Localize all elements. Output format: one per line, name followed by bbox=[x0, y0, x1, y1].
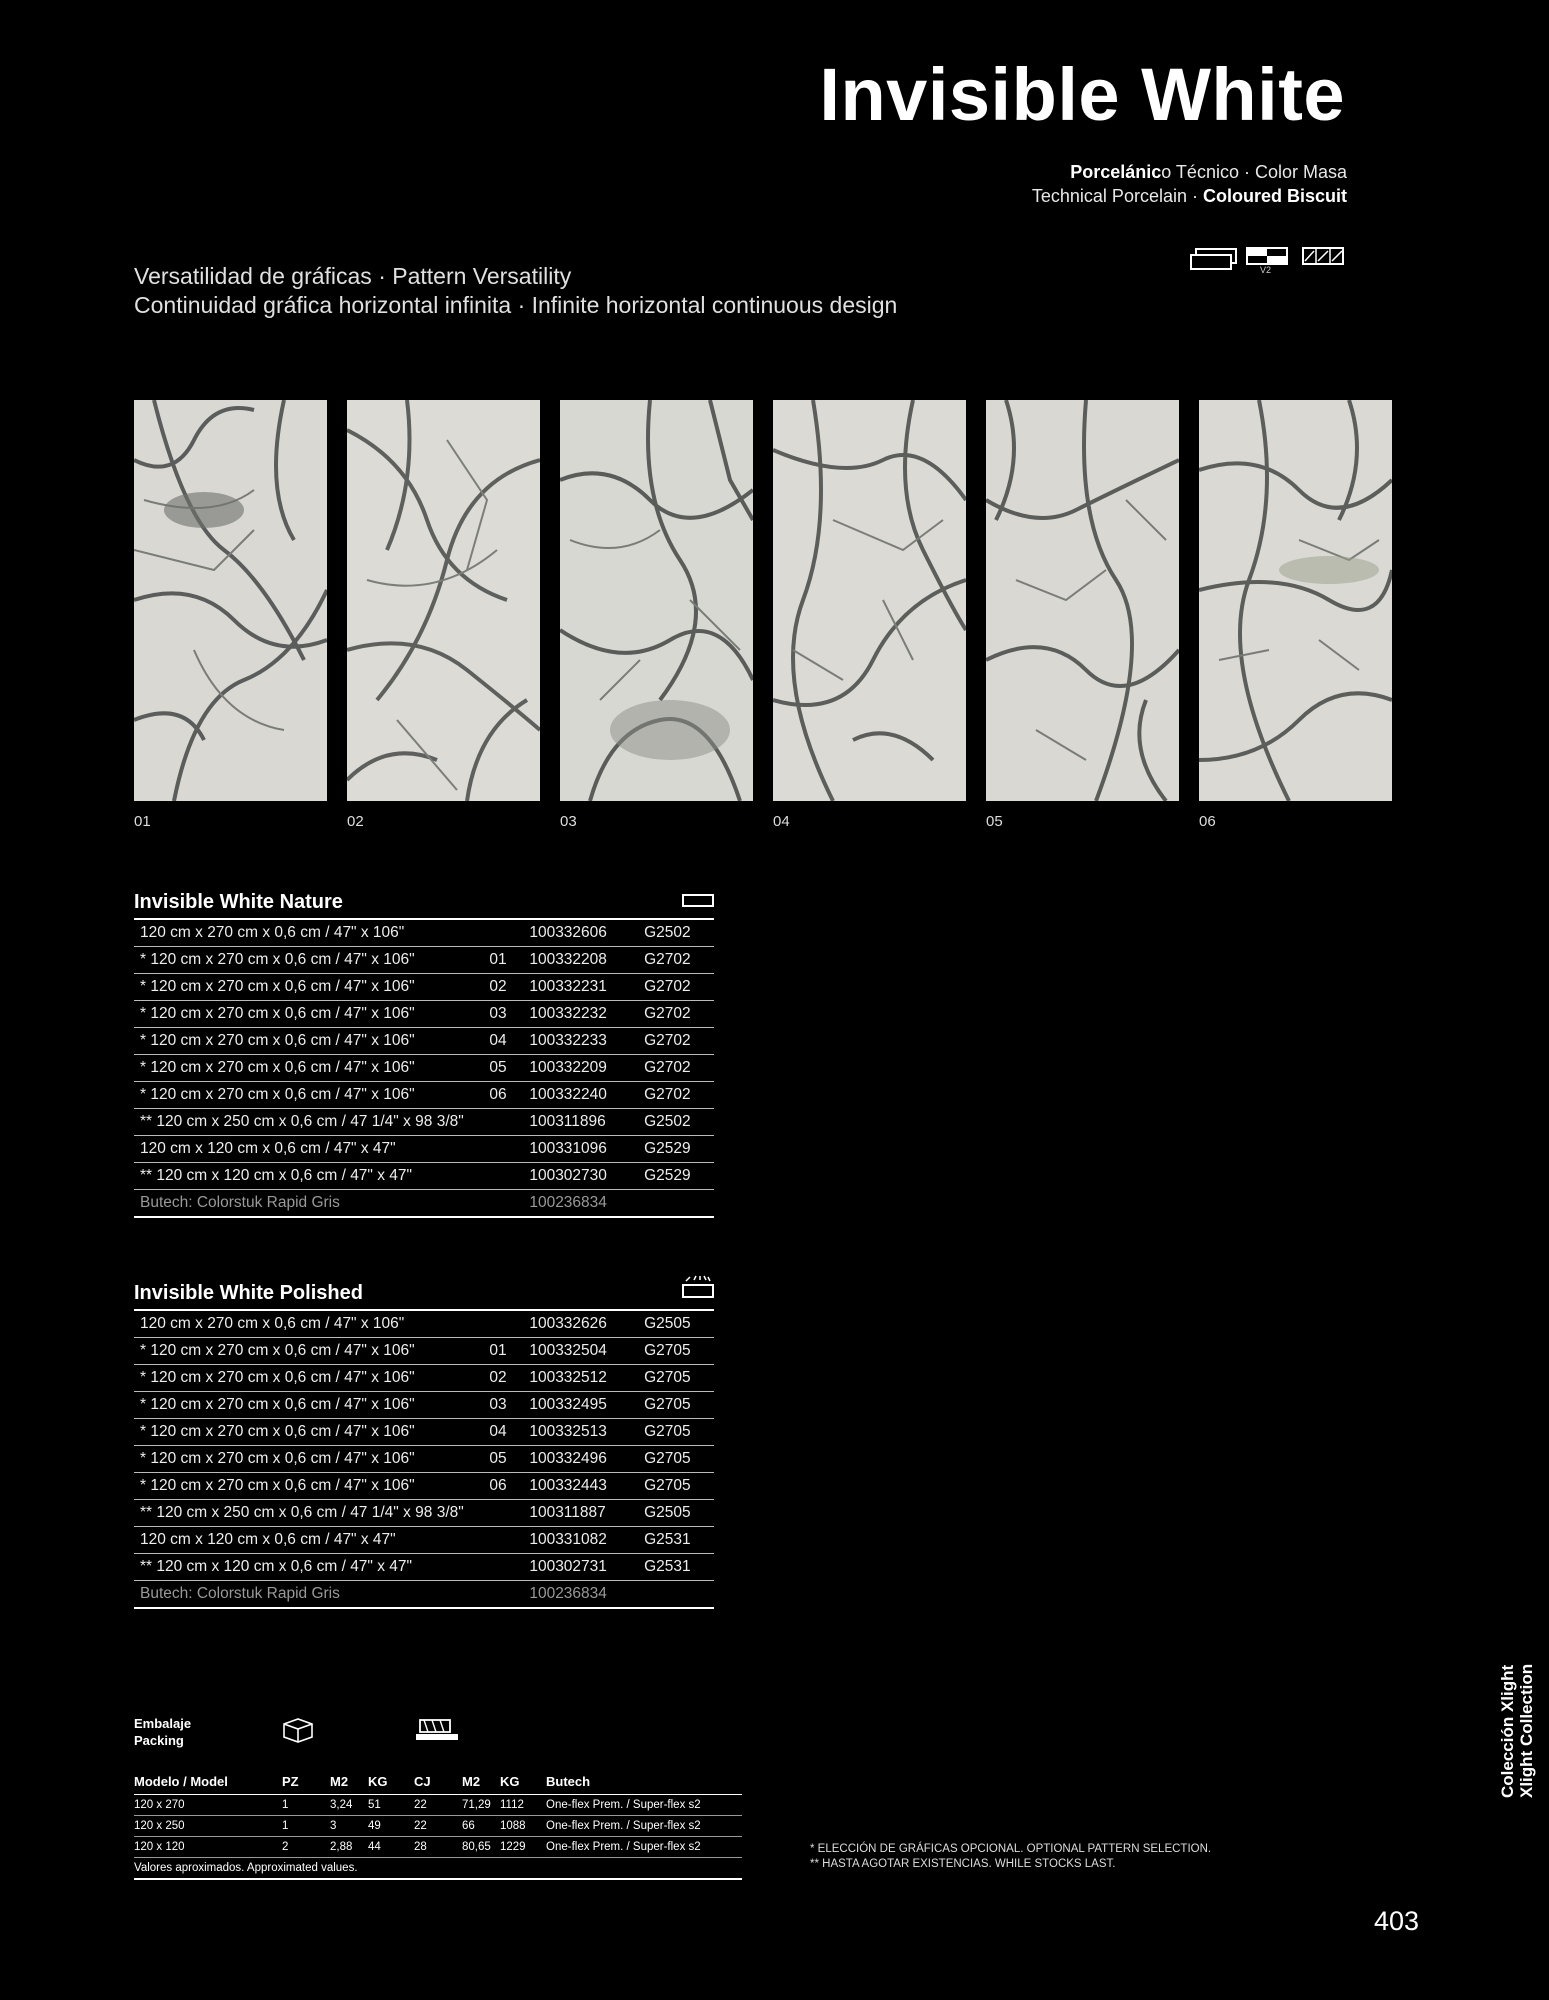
group: G2702 bbox=[644, 1005, 691, 1022]
table-row bbox=[134, 1109, 714, 1136]
col-m2: M2 bbox=[330, 1773, 349, 1789]
nature-finish-icon bbox=[682, 891, 714, 914]
v2-pattern-icon bbox=[1246, 247, 1290, 275]
pattern-num: 04 bbox=[489, 1423, 507, 1440]
marble-image bbox=[986, 400, 1179, 801]
subtitle-2-rest: Technical Porcelain · bbox=[1031, 186, 1203, 206]
pattern-num: 03 bbox=[489, 1396, 507, 1413]
group: G2529 bbox=[644, 1140, 691, 1157]
size: * 120 cm x 270 cm x 0,6 cm / 47" x 106" bbox=[140, 1477, 415, 1494]
approx-note: Valores aproximados. Approximated values. bbox=[134, 1858, 742, 1880]
cell: 22 bbox=[414, 1799, 427, 1811]
size: * 120 cm x 270 cm x 0,6 cm / 47" x 106" bbox=[140, 1369, 415, 1386]
marble-tile-04 bbox=[773, 400, 966, 830]
pallet-icon bbox=[414, 1717, 460, 1747]
packing-header-row bbox=[134, 1768, 742, 1795]
butech-label: Butech: Colorstuk Rapid Gris bbox=[140, 1194, 340, 1211]
side-line-2: Xlight Collection bbox=[1517, 1663, 1536, 1798]
pattern-num: 05 bbox=[489, 1059, 507, 1076]
size: * 120 cm x 270 cm x 0,6 cm / 47" x 106" bbox=[140, 1032, 415, 1049]
group: G2705 bbox=[644, 1369, 691, 1386]
cell: 2,88 bbox=[330, 1841, 353, 1853]
table-row bbox=[134, 1136, 714, 1163]
code: 100332231 bbox=[529, 978, 607, 995]
marble-tile-06 bbox=[1199, 400, 1392, 830]
versatility-text bbox=[134, 262, 897, 320]
cell: 1112 bbox=[500, 1799, 524, 1811]
tile-gallery bbox=[134, 400, 1392, 830]
butech-row bbox=[134, 1581, 714, 1609]
polished-finish-icon bbox=[682, 1275, 714, 1305]
tile-number: 03 bbox=[560, 813, 577, 830]
cell: 120 x 120 bbox=[134, 1841, 185, 1853]
size: * 120 cm x 270 cm x 0,6 cm / 47" x 106" bbox=[140, 1005, 415, 1022]
polished-table-header bbox=[134, 1275, 714, 1311]
table-row bbox=[134, 1816, 742, 1837]
cell: 51 bbox=[368, 1799, 381, 1811]
polished-table bbox=[134, 1275, 714, 1609]
cell: 120 x 250 bbox=[134, 1820, 185, 1832]
cell: 1 bbox=[282, 1799, 289, 1811]
table-row bbox=[134, 920, 714, 947]
marble-image bbox=[134, 400, 327, 801]
cell: 120 x 270 bbox=[134, 1799, 185, 1811]
group: G2702 bbox=[644, 1059, 691, 1076]
tile-number: 06 bbox=[1199, 813, 1216, 830]
group: G2502 bbox=[644, 1113, 691, 1130]
cell: 44 bbox=[368, 1841, 381, 1853]
page-number: 403 bbox=[1373, 1906, 1419, 1936]
cell: 3 bbox=[330, 1820, 337, 1832]
marble-image bbox=[773, 400, 966, 801]
table-row bbox=[134, 1028, 714, 1055]
marble-tile-02 bbox=[347, 400, 540, 830]
size: 120 cm x 270 cm x 0,6 cm / 47" x 106" bbox=[140, 1315, 405, 1332]
table-row bbox=[134, 1419, 714, 1446]
group: G2705 bbox=[644, 1423, 691, 1440]
size: ** 120 cm x 250 cm x 0,6 cm / 47 1/4" x 98 3/8" bbox=[140, 1113, 464, 1130]
cell: 71,29 bbox=[462, 1799, 491, 1811]
box-icon bbox=[282, 1717, 414, 1747]
group: G2502 bbox=[644, 924, 691, 941]
butech-code: 100236834 bbox=[529, 1194, 607, 1211]
size: ** 120 cm x 120 cm x 0,6 cm / 47" x 47" bbox=[140, 1558, 413, 1575]
versatility-line-1: Versatilidad de gráficas · Pattern Versatility bbox=[134, 263, 572, 289]
butech-label: Butech: Colorstuk Rapid Gris bbox=[140, 1585, 340, 1602]
marble-tile-03 bbox=[560, 400, 753, 830]
versatility-line-2: Continuidad gráfica horizontal infinita · Infinite horizontal continuous design bbox=[134, 292, 898, 318]
group: G2702 bbox=[644, 978, 691, 995]
tile-number: 01 bbox=[134, 813, 151, 830]
footnote-2: ** HASTA AGOTAR EXISTENCIAS. WHILE STOCKS LAST. bbox=[810, 1858, 1116, 1870]
code: 100332495 bbox=[529, 1396, 607, 1413]
code: 100302730 bbox=[529, 1167, 607, 1184]
cell: 1229 bbox=[500, 1841, 526, 1853]
size: ** 120 cm x 250 cm x 0,6 cm / 47 1/4" x 98 3/8" bbox=[140, 1504, 464, 1521]
table-row bbox=[134, 1795, 742, 1816]
pattern-num: 06 bbox=[489, 1086, 507, 1103]
pattern-num: 04 bbox=[489, 1032, 507, 1049]
nature-table-header bbox=[134, 884, 714, 920]
page-title: Invisible White bbox=[819, 53, 1345, 136]
code: 100302731 bbox=[529, 1558, 607, 1575]
group: G2505 bbox=[644, 1315, 691, 1332]
table-row bbox=[134, 1082, 714, 1109]
footnotes bbox=[810, 1842, 1211, 1872]
group: G2705 bbox=[644, 1450, 691, 1467]
group: G2531 bbox=[644, 1531, 691, 1548]
size: ** 120 cm x 120 cm x 0,6 cm / 47" x 47" bbox=[140, 1167, 413, 1184]
pattern-num: 02 bbox=[489, 1369, 507, 1386]
pattern-num: 01 bbox=[489, 951, 507, 968]
polished-title: Invisible White Polished bbox=[134, 1282, 363, 1304]
cell: 2 bbox=[282, 1841, 289, 1853]
pattern-num: 03 bbox=[489, 1005, 507, 1022]
code: 100331082 bbox=[529, 1531, 607, 1548]
packing-section bbox=[134, 1712, 742, 1880]
pattern-num: 02 bbox=[489, 978, 507, 995]
table-row bbox=[134, 1527, 714, 1554]
format-icons bbox=[1190, 247, 1346, 275]
table-row bbox=[134, 974, 714, 1001]
pattern-num: 06 bbox=[489, 1477, 507, 1494]
cell: 1 bbox=[282, 1820, 289, 1832]
packing-table bbox=[134, 1768, 742, 1880]
code: 100311896 bbox=[529, 1113, 606, 1130]
code: 100332496 bbox=[529, 1450, 607, 1467]
footnote-1: * ELECCIÓN DE GRÁFICAS OPCIONAL. OPTIONAL PATTERN SELECTION. bbox=[810, 1843, 1212, 1855]
col-model: Modelo / Model bbox=[134, 1773, 228, 1789]
continuous-pattern-icon bbox=[1302, 247, 1346, 271]
table-row bbox=[134, 1837, 742, 1858]
cell: 80,65 bbox=[462, 1841, 491, 1853]
cell: 28 bbox=[414, 1841, 427, 1853]
marble-tile-05 bbox=[986, 400, 1179, 830]
marble-image bbox=[560, 400, 753, 801]
nature-table bbox=[134, 884, 714, 1218]
cell: 3,24 bbox=[330, 1799, 353, 1811]
packing-label-es: Embalaje bbox=[134, 1716, 192, 1731]
group: G2505 bbox=[644, 1504, 691, 1521]
group: G2702 bbox=[644, 951, 691, 968]
nature-title: Invisible White Nature bbox=[134, 891, 343, 913]
table-row bbox=[134, 947, 714, 974]
butech-row bbox=[134, 1190, 714, 1218]
table-row bbox=[134, 1500, 714, 1527]
group: G2705 bbox=[644, 1342, 691, 1359]
group: G2702 bbox=[644, 1086, 691, 1103]
subtitle-2-bold: Coloured Biscuit bbox=[1202, 186, 1347, 206]
table-row bbox=[134, 1554, 714, 1581]
group: G2531 bbox=[644, 1558, 691, 1575]
v2-label: V2 bbox=[1260, 265, 1272, 275]
packing-header bbox=[134, 1712, 742, 1752]
group: G2705 bbox=[644, 1477, 691, 1494]
subtitle-1-bold: Porcelánic bbox=[1070, 162, 1162, 182]
size: * 120 cm x 270 cm x 0,6 cm / 47" x 106" bbox=[140, 978, 415, 995]
code: 100332504 bbox=[529, 1342, 607, 1359]
slab-format-icon bbox=[1190, 247, 1234, 271]
side-line-1: Colección Xlight bbox=[1498, 1664, 1517, 1798]
marble-image bbox=[1199, 400, 1392, 801]
marble-tile-01 bbox=[134, 400, 327, 830]
size: 120 cm x 120 cm x 0,6 cm / 47" x 47" bbox=[140, 1140, 396, 1157]
code: 100332626 bbox=[529, 1315, 607, 1332]
cell: 49 bbox=[368, 1820, 381, 1832]
marble-image bbox=[347, 400, 540, 801]
code: 100332209 bbox=[529, 1059, 607, 1076]
table-row bbox=[134, 1001, 714, 1028]
table-row bbox=[134, 1473, 714, 1500]
pattern-num: 01 bbox=[489, 1342, 507, 1359]
table-row bbox=[134, 1311, 714, 1338]
size: 120 cm x 270 cm x 0,6 cm / 47" x 106" bbox=[140, 924, 405, 941]
packing-label bbox=[134, 1715, 282, 1749]
table-row bbox=[134, 1055, 714, 1082]
code: 100332232 bbox=[529, 1005, 607, 1022]
cell: 1088 bbox=[500, 1820, 526, 1832]
col-kg-pallet: KG bbox=[500, 1773, 520, 1789]
code: 100332513 bbox=[529, 1423, 607, 1440]
code: 100332233 bbox=[529, 1032, 607, 1049]
code: 100332512 bbox=[529, 1369, 607, 1386]
cell: One-flex Prem. / Super-flex s2 bbox=[546, 1820, 701, 1832]
code: 100311887 bbox=[529, 1504, 606, 1521]
size: * 120 cm x 270 cm x 0,6 cm / 47" x 106" bbox=[140, 1423, 415, 1440]
tile-number: 02 bbox=[347, 813, 364, 830]
tile-number: 05 bbox=[986, 813, 1003, 830]
table-row bbox=[134, 1392, 714, 1419]
size: * 120 cm x 270 cm x 0,6 cm / 47" x 106" bbox=[140, 1086, 415, 1103]
code: 100331096 bbox=[529, 1140, 607, 1157]
table-row bbox=[134, 1365, 714, 1392]
col-kg: KG bbox=[368, 1773, 388, 1789]
side-text bbox=[1498, 1664, 1536, 1798]
code: 100332208 bbox=[529, 951, 607, 968]
col-pz: PZ bbox=[282, 1773, 299, 1789]
subtitle bbox=[1032, 160, 1347, 208]
size: * 120 cm x 270 cm x 0,6 cm / 47" x 106" bbox=[140, 951, 415, 968]
group: G2705 bbox=[644, 1396, 691, 1413]
cell: 66 bbox=[462, 1820, 475, 1832]
cell: One-flex Prem. / Super-flex s2 bbox=[546, 1841, 701, 1853]
col-cj: CJ bbox=[414, 1773, 431, 1789]
size: * 120 cm x 270 cm x 0,6 cm / 47" x 106" bbox=[140, 1059, 415, 1076]
table-row bbox=[134, 1163, 714, 1190]
size: * 120 cm x 270 cm x 0,6 cm / 47" x 106" bbox=[140, 1342, 415, 1359]
packing-label-en: Packing bbox=[134, 1733, 184, 1748]
subtitle-1-rest: o Técnico · Color Masa bbox=[1161, 162, 1347, 182]
col-m2-pallet: M2 bbox=[462, 1773, 481, 1789]
size: * 120 cm x 270 cm x 0,6 cm / 47" x 106" bbox=[140, 1450, 415, 1467]
cell: 22 bbox=[414, 1820, 427, 1832]
code: 100332443 bbox=[529, 1477, 607, 1494]
size: * 120 cm x 270 cm x 0,6 cm / 47" x 106" bbox=[140, 1396, 415, 1413]
butech-code: 100236834 bbox=[529, 1585, 607, 1602]
table-row bbox=[134, 1446, 714, 1473]
code: 100332606 bbox=[529, 924, 607, 941]
cell: One-flex Prem. / Super-flex s2 bbox=[546, 1799, 701, 1811]
code: 100332240 bbox=[529, 1086, 607, 1103]
group: G2702 bbox=[644, 1032, 691, 1049]
group: G2529 bbox=[644, 1167, 691, 1184]
size: 120 cm x 120 cm x 0,6 cm / 47" x 47" bbox=[140, 1531, 396, 1548]
tile-number: 04 bbox=[773, 813, 790, 830]
pattern-num: 05 bbox=[489, 1450, 507, 1467]
col-butech: Butech bbox=[546, 1773, 591, 1789]
table-row bbox=[134, 1338, 714, 1365]
